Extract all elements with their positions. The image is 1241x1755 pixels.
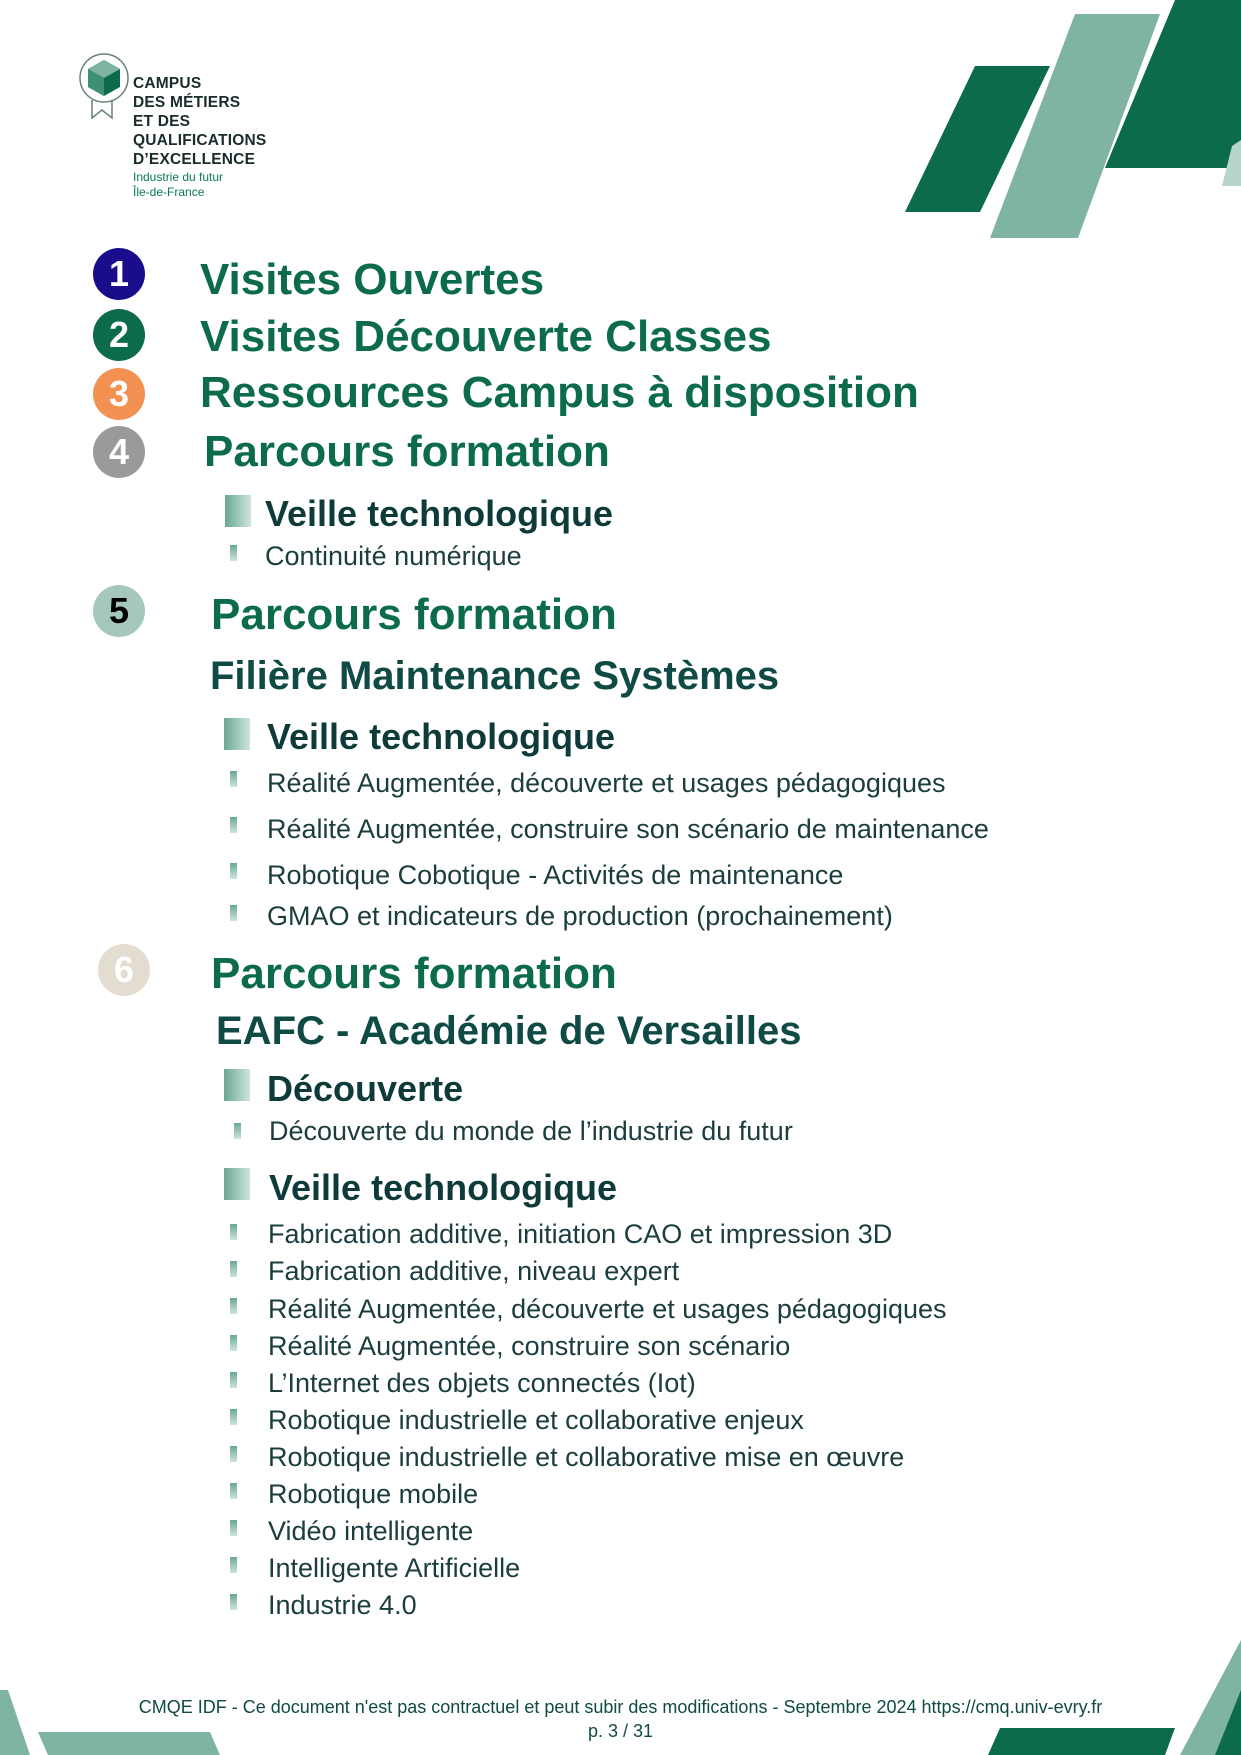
section-6-title: Parcours formation [211, 949, 617, 998]
section-5-group-marker [224, 718, 250, 750]
logo-sub-line: Île-de-France [133, 185, 205, 199]
section-1-number-badge: 1 [93, 248, 145, 300]
bullet-marker [230, 545, 237, 561]
section-2-title: Visites Découverte Classes [200, 312, 772, 361]
section-4-group-marker [225, 495, 251, 527]
bullet-marker [230, 817, 237, 833]
section-3-title: Ressources Campus à disposition [200, 368, 919, 417]
list-item: Robotique industrielle et collaborative enjeux [268, 1405, 804, 1435]
bullet-marker [230, 863, 237, 879]
logo-line: D’EXCELLENCE [133, 151, 256, 168]
section-2-number-badge: 2 [93, 309, 145, 361]
page-number: p. 3 / 31 [587, 1721, 654, 1741]
page-footer [0, 1695, 1241, 1743]
list-item: Réalité Augmentée, construire son scénario [268, 1331, 791, 1361]
bullet-marker [230, 1520, 237, 1536]
logo-wordmark [133, 74, 266, 169]
list-item: GMAO et indicateurs de production (prochainement) [267, 901, 893, 931]
list-item: Découverte du monde de l’industrie du futur [269, 1116, 793, 1146]
list-item: L’Internet des objets connectés (Iot) [268, 1368, 696, 1398]
list-item: Réalité Augmentée, construire son scénario de maintenance [267, 814, 989, 844]
list-item: Fabrication additive, initiation CAO et impression 3D [268, 1219, 893, 1249]
section-6-group1-marker [224, 1069, 250, 1101]
list-item: Réalité Augmentée, découverte et usages pédagogiques [268, 1294, 947, 1324]
list-item: Vidéo intelligente [268, 1516, 474, 1546]
section-5-group-title: Veille technologique [267, 716, 616, 757]
bullet-marker [230, 1483, 237, 1499]
section-5-subtitle: Filière Maintenance Systèmes [210, 654, 780, 698]
section-6-subtitle: EAFC - Académie de Versailles [216, 1009, 802, 1053]
bullet-marker [230, 1335, 237, 1351]
bullet-marker [230, 771, 237, 787]
logo-sub-line: Industrie du futur [133, 170, 224, 184]
section-6-group2-title: Veille technologique [269, 1167, 618, 1208]
section-6-number-badge: 6 [98, 944, 150, 996]
bullet-marker [230, 1409, 237, 1425]
list-item: Réalité Augmentée, découverte et usages pédagogiques [267, 768, 946, 798]
list-item: Intelligente Artificielle [268, 1553, 521, 1583]
bullet-marker [230, 1298, 237, 1314]
list-item: Robotique mobile [268, 1479, 479, 1509]
list-item: Fabrication additive, niveau expert [268, 1256, 680, 1286]
bullet-marker [230, 1224, 237, 1240]
logo-emblem-icon [78, 52, 130, 122]
logo-line: ET DES [133, 113, 191, 130]
bullet-marker [230, 1261, 237, 1277]
footer-disclaimer: CMQE IDF - Ce document n'est pas contractuel et peut subir des modifications - Septembre 2024 https://cmq.univ-evry.fr [138, 1697, 1103, 1717]
list-item: Robotique Cobotique - Activités de maintenance [267, 860, 844, 890]
list-item: Industrie 4.0 [268, 1590, 417, 1620]
section-5-title: Parcours formation [211, 590, 617, 639]
bullet-marker [230, 1594, 237, 1610]
logo-line: QUALIFICATIONS [133, 132, 267, 149]
campus-logo [78, 52, 298, 202]
section-4-title: Parcours formation [204, 427, 610, 476]
list-item: Robotique industrielle et collaborative mise en œuvre [268, 1442, 905, 1472]
bullet-marker [230, 1446, 237, 1462]
section-6-group1-title: Découverte [267, 1068, 464, 1109]
logo-line: CAMPUS [133, 75, 202, 92]
section-3-number-badge: 3 [93, 368, 145, 420]
section-4-group-title: Veille technologique [265, 493, 614, 534]
bullet-marker [230, 1557, 237, 1573]
logo-subtitle [133, 170, 223, 200]
section-6-group2-marker [224, 1168, 250, 1200]
list-item: Continuité numérique [265, 541, 522, 571]
logo-line: DES MÉTIERS [133, 94, 241, 111]
section-4-number-badge: 4 [93, 426, 145, 478]
section-5-number-badge: 5 [93, 585, 145, 637]
section-1-title: Visites Ouvertes [200, 255, 545, 304]
bullet-marker [230, 1372, 237, 1388]
bullet-marker [230, 905, 237, 921]
bullet-marker [234, 1123, 241, 1139]
